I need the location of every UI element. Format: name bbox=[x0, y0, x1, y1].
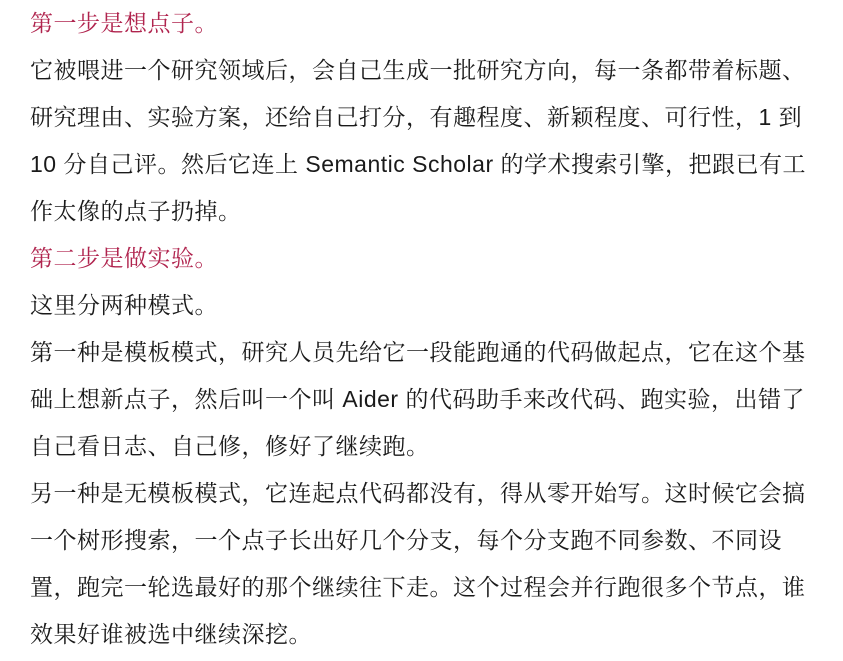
body-paragraph: 这里分两种模式。 bbox=[30, 292, 218, 318]
body-paragraph: 另一种是无模板模式，它连起点代码都没有，得从零开始写。这时候它会搞一个树形搜索，一个点子长出好几个分支，每个分支跑不同参数、不同设置，跑完一轮选最好的那个继续往下走。这个过程会并行跑很多个节点，谁效果好谁被选中继续深挖。 bbox=[30, 480, 806, 647]
body-paragraph: 第一种是模板模式，研究人员先给它一段能跑通的代码做起点，它在这个基础上想新点子，然后叫一个叫 Aider 的代码助手来改代码、跑实验，出错了自己看日志、自己修，修好了继续跑。 bbox=[30, 339, 806, 459]
body-paragraph: 它被喂进一个研究领域后，会自己生成一批研究方向，每一条都带着标题、研究理由、实验方案，还给自己打分，有趣程度、新颖程度、可行性，1 到 10 分自己评。然后它连上 Semantic Scholar 的学术搜索引擎，把跟已有工作太像的点子扔掉。 bbox=[30, 57, 807, 224]
section-heading: 第二步是做实验。 bbox=[30, 245, 218, 271]
section-heading: 第一步是想点子。 bbox=[30, 10, 218, 36]
